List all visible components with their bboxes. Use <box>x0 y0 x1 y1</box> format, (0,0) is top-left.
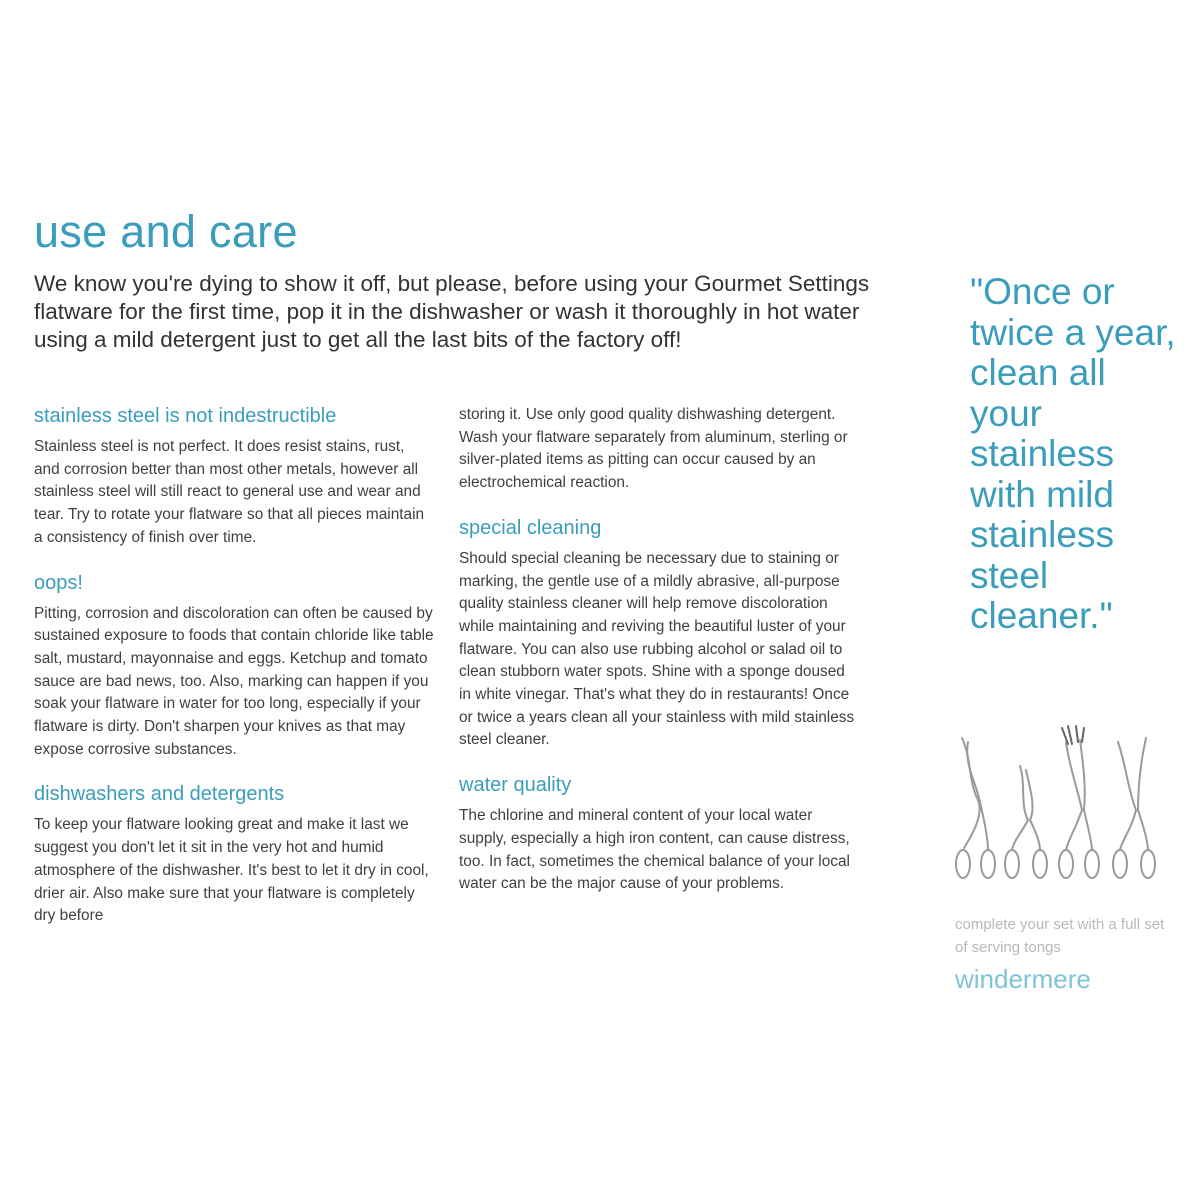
page-title: use and care <box>34 206 298 257</box>
intro-paragraph: We know you're dying to show it off, but please, before using your Gourmet Settings flatware for the first time, pop it in the dishwasher or wash it thoroughly in hot water using a mild detergent just to get all the last bits of the factory off! <box>34 271 870 352</box>
heading-dishwashers: dishwashers and detergents <box>34 783 285 806</box>
heading-water-quality: water quality <box>459 774 572 797</box>
tong-3 <box>1059 726 1099 878</box>
body-stainless: Stainless steel is not perfect. It does resist stains, rust, and corrosion better than most other metals, however all stainless steel will still react to general use and wear and tear. Try to rotate your flatware so that all pieces maintain a consistency of finish over time. <box>34 438 425 546</box>
caption-text: complete your set with a full set of serving tongs <box>955 916 1165 956</box>
heading-oops: oops! <box>34 571 83 594</box>
heading-special-cleaning: special cleaning <box>459 516 602 539</box>
product-name: windermere <box>955 964 1091 994</box>
tong-4 <box>1113 738 1155 878</box>
body-special-cleaning: Should special cleaning be necessary due to staining or marking, the gentle use of a mildly abrasive, all-purpose quality stainless cleaner will help remove discoloration while maintaining and reviving the beautiful luster of your flatware. You can also use rubbing alcohol or salad oil to clean stubborn water spots. Shine with a sponge doused in white vinegar. That's what they do in restaurants! Once or twice a years clean all your stainless with mild stainless steel cleaner. <box>459 549 855 749</box>
body-water-quality: The chlorine and mineral content of your local water supply, especially a high iron content, can cause distress, too. In fact, sometimes the chemical balance of your local water can be the major cause of your problems. <box>459 807 850 893</box>
body-dishwashers-continued: storing it. Use only good quality dishwashing detergent. Wash your flatware separately from aluminum, sterling or silver-plated items as pitting can occur caused by an electrochemical reaction. <box>459 406 848 492</box>
tong-1 <box>956 738 995 878</box>
heading-stainless: stainless steel is not indestructible <box>34 405 337 427</box>
middle-column <box>459 404 859 917</box>
left-column <box>34 404 434 949</box>
pull-quote: "Once or twice a year, clean all your stainless with mild stainless steel cleaner." <box>970 271 1176 636</box>
body-oops: Pitting, corrosion and discoloration can often be caused by sustained exposure to foods that contain chloride like table salt, mustard, mayonnaise and eggs. Ketchup and tomato sauce are bad news, too. Also, marking can happen if you soak your flatware in water for too long, especially if your flatware is dirty. Don't sharpen your knives as that may expose corrosive substances. <box>34 604 434 758</box>
tong-2 <box>1005 766 1047 878</box>
body-dishwashers: To keep your flatware looking great and make it last we suggest you don't let it sit in the very hot and humid atmosphere of the dishwasher. It's best to let it dry in cool, drier air. Also make sure that your flatware is completely dry before <box>34 816 429 925</box>
serving-tongs-illustration <box>950 720 1165 890</box>
